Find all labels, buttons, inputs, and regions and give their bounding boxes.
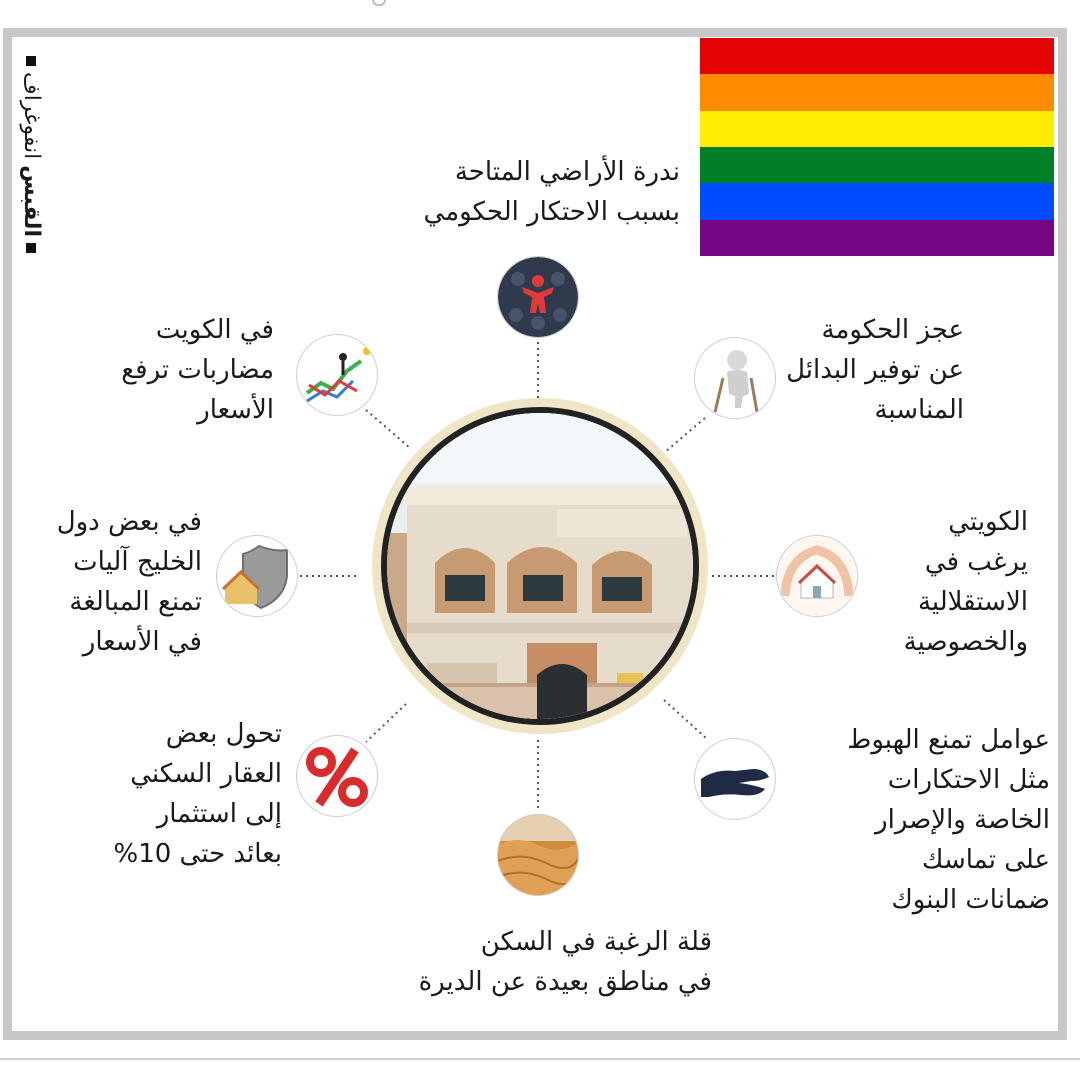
label-brand: القبس	[19, 165, 44, 238]
factor-left-text: في بعض دول الخليج آليات تمنع المبالغة في الأسعار	[56, 507, 202, 657]
bottom-rule	[0, 1058, 1080, 1060]
house-illustration	[387, 413, 693, 719]
hand-icon	[694, 738, 776, 820]
shield-house-icon	[216, 535, 298, 617]
factor-bottom-left-text: تحول بعض العقار السكني إلى استثمار بعائد حتى 10%	[113, 719, 282, 869]
puzzle-figure-icon	[497, 256, 579, 338]
factor-right-text: الكويتي يرغب في الاستقلالية والخصوصية	[903, 507, 1028, 657]
house-photo	[381, 407, 699, 725]
rising-chart-icon	[296, 334, 378, 416]
hands-house-icon	[776, 535, 858, 617]
factor-bottom-right-text: عوامل تمنع الهبوط مثل الاحتكارات الخاصة والإصرار على تماسك ضمانات البنوك	[847, 725, 1050, 915]
factor-top-left-text: في الكويت مضاربات ترفع الأسعار	[121, 315, 274, 425]
factor-bottom-text: قلة الرغبة في السكن في مناطق بعيدة عن الديرة	[418, 927, 712, 997]
label-prefix: انفوغراف	[19, 72, 44, 160]
factor-top-right-text: عجز الحكومة عن توفير البدائل المناسبة	[786, 315, 964, 425]
desert-dunes-icon	[497, 814, 579, 896]
factor-top-text: ندرة الأراضي المتاحة بسبب الاحتكار الحكومي	[423, 157, 680, 227]
crutches-figure-icon	[694, 337, 776, 419]
percent-icon	[296, 735, 378, 817]
